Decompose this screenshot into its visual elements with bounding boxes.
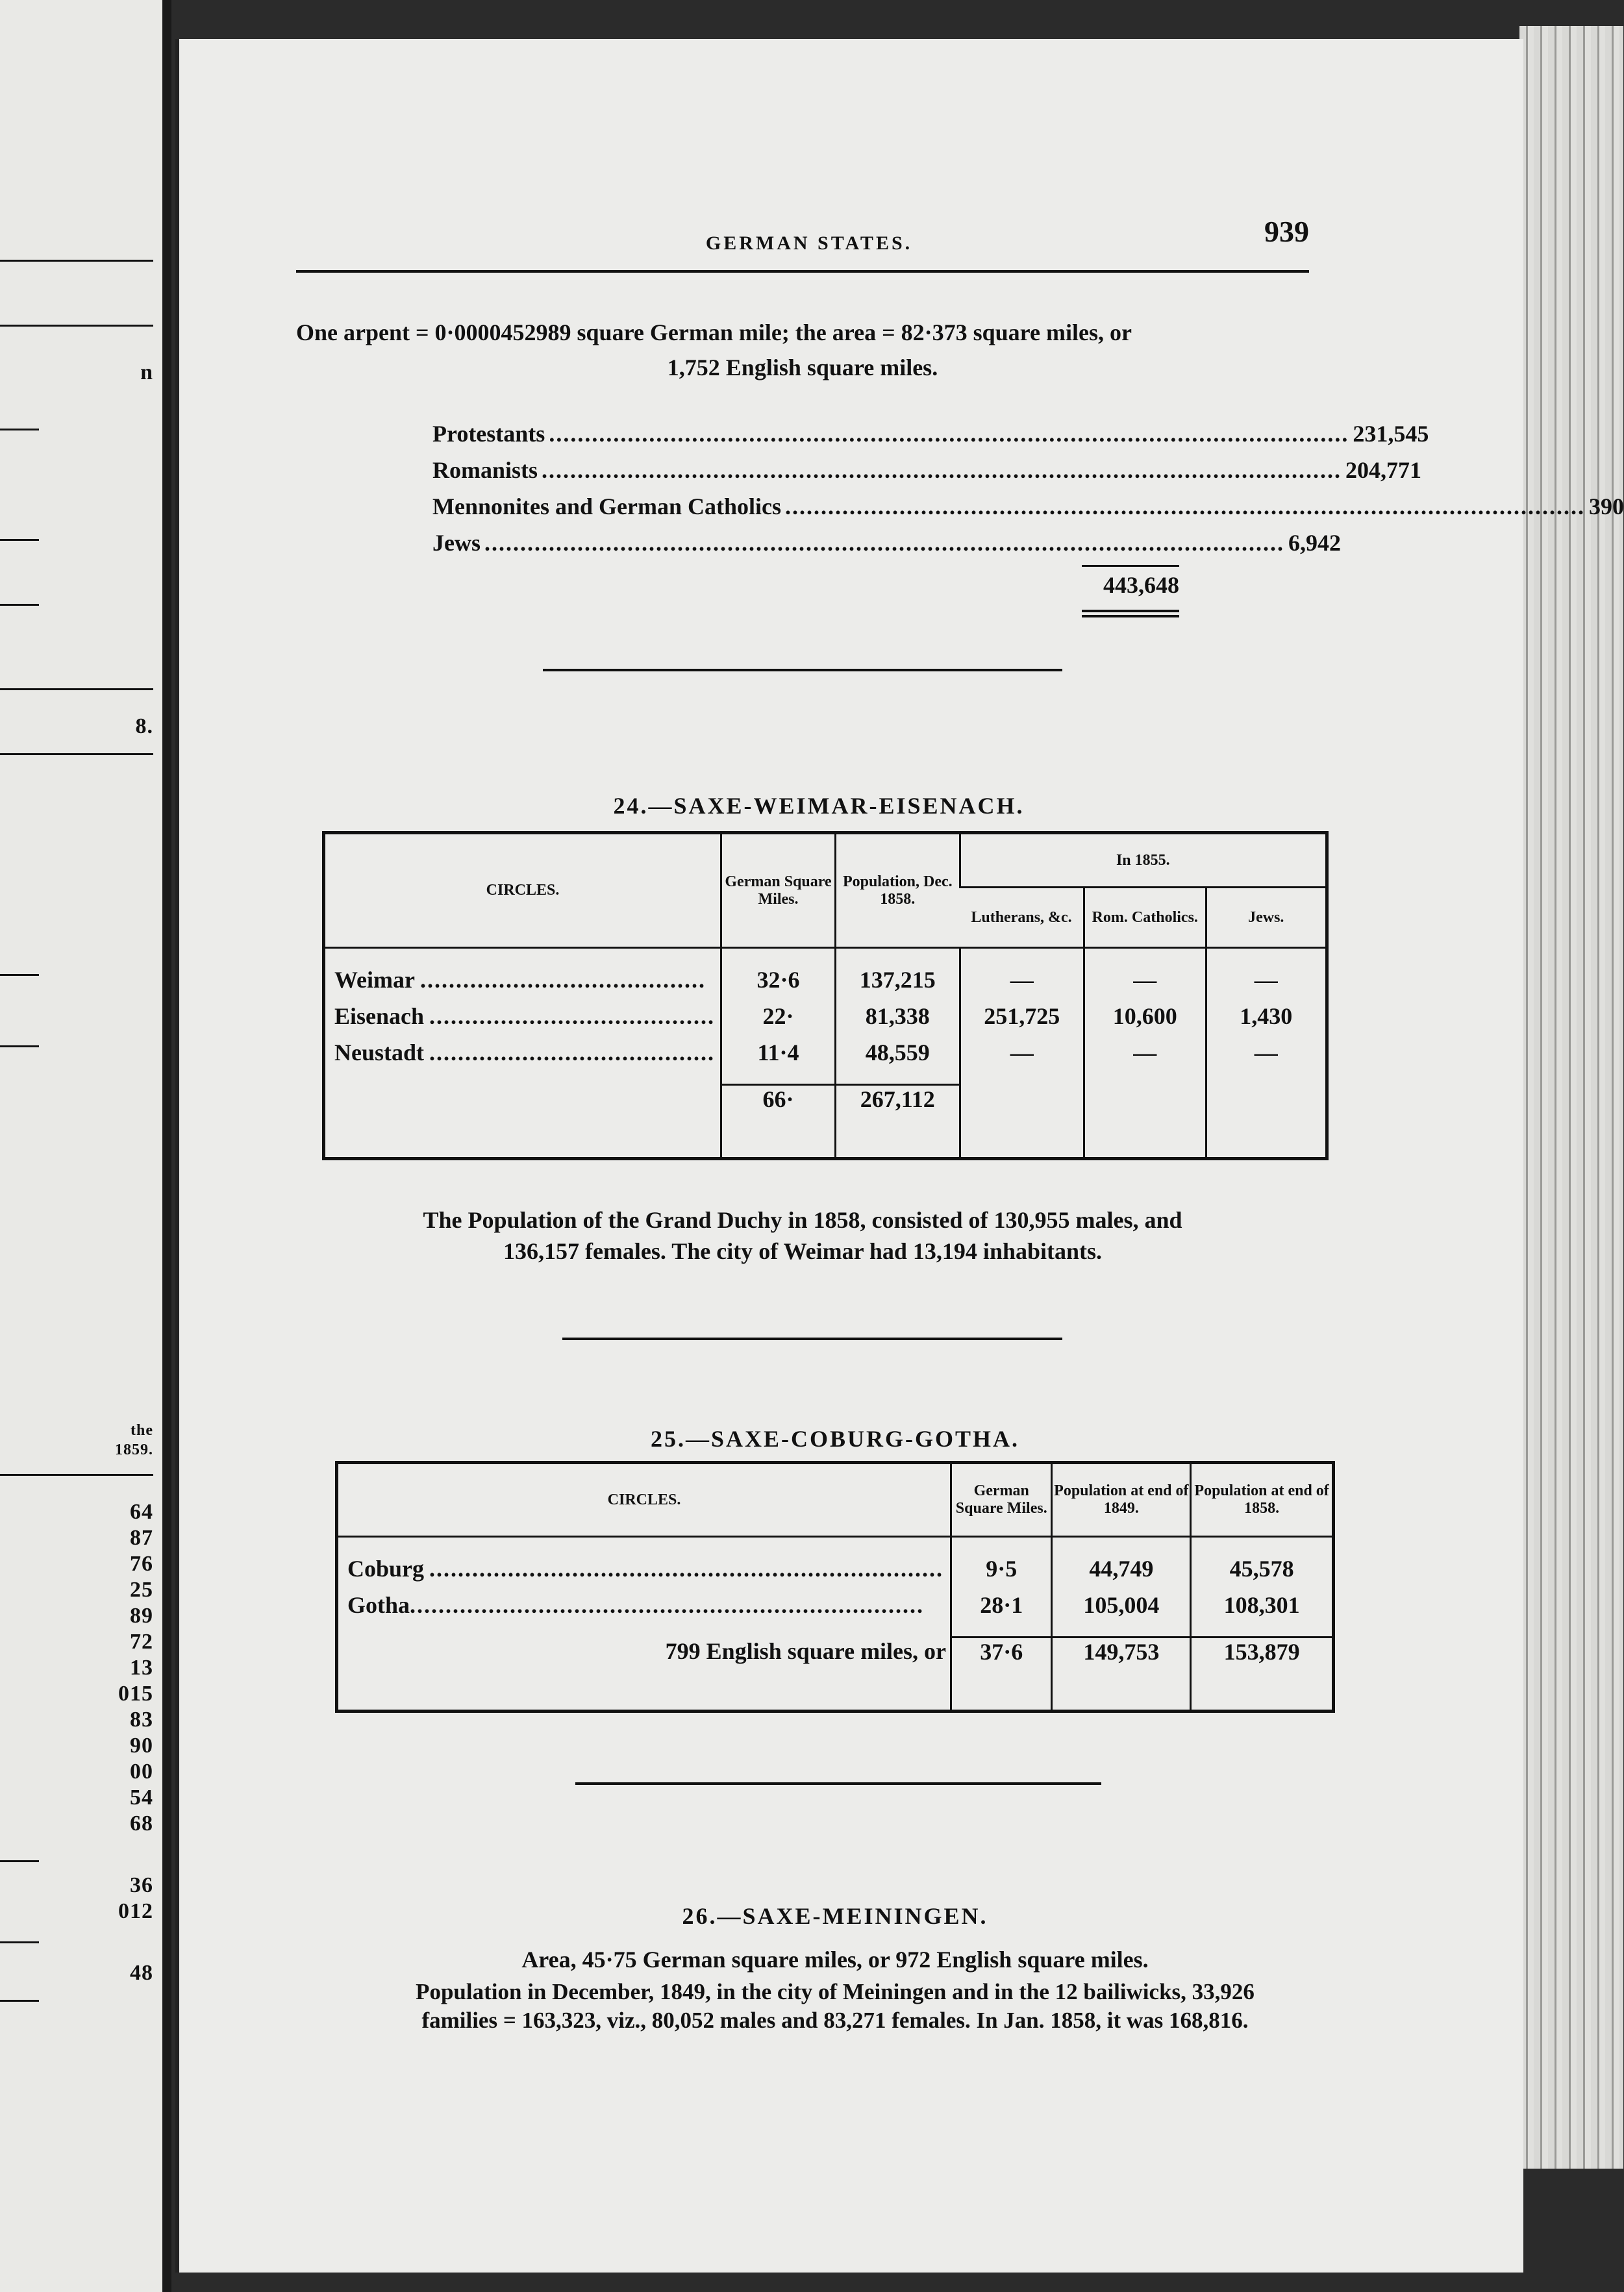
table-body bbox=[324, 948, 1327, 1085]
religion-name: Romanists bbox=[432, 457, 538, 483]
page-number: 939 bbox=[1264, 215, 1309, 248]
religion-row bbox=[432, 452, 1422, 488]
left-rule bbox=[0, 429, 39, 430]
left-rule bbox=[0, 325, 153, 327]
lutherans-cell: — bbox=[1010, 967, 1034, 993]
pop-1858-cell: 108,301 bbox=[1223, 1592, 1300, 1618]
total-row bbox=[337, 1638, 1334, 1712]
left-rule bbox=[0, 1045, 39, 1047]
left-number: 72 bbox=[130, 1630, 153, 1654]
table-row bbox=[334, 998, 715, 1034]
left-number: 25 bbox=[130, 1578, 153, 1602]
section-separator bbox=[562, 1338, 1062, 1340]
col-header-jews: Jews. bbox=[1206, 888, 1327, 948]
table-row bbox=[334, 1034, 715, 1071]
col-header-lutherans: Lutherans, &c. bbox=[960, 888, 1084, 948]
circle-name: Weimar bbox=[334, 967, 415, 993]
leader-dots: ........................................................................ bbox=[410, 1592, 925, 1618]
left-rule bbox=[0, 2000, 39, 2002]
left-rule bbox=[0, 974, 39, 976]
sq-miles-cell: 32·6 bbox=[756, 967, 800, 993]
religion-name: Protestants bbox=[432, 421, 545, 447]
lutherans-column bbox=[960, 948, 1084, 1159]
intro-line-2: 1,752 English square miles. bbox=[667, 355, 938, 380]
religion-list bbox=[432, 416, 1624, 617]
section-title-26: 26.—SAXE-MEININGEN. bbox=[682, 1903, 988, 1929]
jews-cell: — bbox=[1254, 967, 1278, 993]
left-facing-page bbox=[0, 0, 171, 2292]
col-header-circles: CIRCLES. bbox=[324, 833, 721, 948]
table-row bbox=[334, 962, 715, 998]
religion-name: Jews bbox=[432, 530, 481, 556]
catholics-cell: 10,600 bbox=[1112, 1003, 1177, 1029]
circle-name: Gotha bbox=[347, 1592, 410, 1618]
leader-dots: ................................................................................................................ bbox=[484, 530, 1284, 556]
section-separator bbox=[575, 1782, 1101, 1785]
circle-name: Eisenach bbox=[334, 1003, 425, 1029]
left-number: 83 bbox=[130, 1708, 153, 1732]
circle-column bbox=[337, 1537, 951, 1638]
weimar-note bbox=[296, 1204, 1309, 1267]
left-rule bbox=[0, 260, 153, 262]
note-line: The Population of the Grand Duchy in 1858, consisted of 130,955 males, and bbox=[423, 1207, 1182, 1233]
left-number: 87 bbox=[130, 1526, 153, 1550]
population-cell: 137,215 bbox=[859, 967, 936, 993]
sq-miles-cell: 28·1 bbox=[980, 1592, 1023, 1618]
circle-column bbox=[324, 948, 721, 1085]
religion-total: 443,648 bbox=[1103, 572, 1179, 598]
sq-miles-column bbox=[721, 948, 836, 1085]
sq-miles-column bbox=[951, 1537, 1052, 1638]
running-title: GERMAN STATES. bbox=[705, 232, 913, 254]
table-row bbox=[347, 1551, 943, 1587]
leader-dots: ................................................................................................................ bbox=[785, 493, 1586, 519]
right-page bbox=[175, 39, 1624, 2273]
left-number: 89 bbox=[130, 1604, 153, 1628]
left-rule bbox=[0, 604, 39, 606]
col-header-pop-1858: Population at end of 1858. bbox=[1191, 1463, 1334, 1537]
leader-dots: ................................................................................................................ bbox=[549, 421, 1349, 447]
left-number: 012 bbox=[118, 1899, 153, 1923]
religion-row bbox=[432, 488, 1624, 525]
left-fragment-text: n bbox=[140, 360, 153, 384]
left-number: 68 bbox=[130, 1812, 153, 1836]
religion-value: 231,545 bbox=[1353, 421, 1429, 447]
leader-dots: ........................................ bbox=[429, 1040, 716, 1065]
left-rule bbox=[0, 1474, 153, 1476]
total-sq-miles: 37·6 bbox=[951, 1638, 1052, 1712]
double-rule bbox=[1082, 610, 1179, 617]
left-number: 76 bbox=[130, 1552, 153, 1576]
coburg-table bbox=[335, 1461, 1335, 1713]
meiningen-line: Population in December, 1849, in the city of Meiningen and in the 12 bailiwicks, 33,926 bbox=[416, 1979, 1255, 2004]
left-number: 36 bbox=[130, 1873, 153, 1897]
total-sq-miles: 66· bbox=[721, 1085, 836, 1159]
col-header-pop-1849: Population at end of 1849. bbox=[1052, 1463, 1191, 1537]
note-line: 136,157 females. The city of Weimar had 13,194 inhabitants. bbox=[503, 1238, 1103, 1264]
col-header-population: Population, Dec. 1858. bbox=[835, 833, 960, 948]
population-cell: 48,559 bbox=[865, 1040, 930, 1065]
jews-cell: — bbox=[1254, 1040, 1278, 1065]
leader-dots: ........................................ bbox=[419, 967, 706, 993]
pop-1858-column bbox=[1191, 1537, 1334, 1638]
table-row bbox=[347, 1587, 943, 1623]
jews-cell: 1,430 bbox=[1240, 1003, 1293, 1029]
weimar-table bbox=[322, 831, 1329, 1160]
catholics-column bbox=[1084, 948, 1206, 1159]
total-pop-1858: 153,879 bbox=[1191, 1638, 1334, 1712]
section-title-25: 25.—SAXE-COBURG-GOTHA. bbox=[650, 1426, 1020, 1452]
religion-value: 390 bbox=[1589, 493, 1624, 519]
left-number: 90 bbox=[130, 1734, 153, 1758]
col-header-catholics: Rom. Catholics. bbox=[1084, 888, 1206, 948]
left-number: 00 bbox=[130, 1760, 153, 1784]
total-population: 267,112 bbox=[835, 1085, 960, 1159]
pop-1849-column bbox=[1052, 1537, 1191, 1638]
intro-paragraph bbox=[296, 315, 1309, 385]
left-rule bbox=[0, 753, 153, 755]
left-number: 64 bbox=[130, 1500, 153, 1524]
religion-value: 204,771 bbox=[1345, 457, 1422, 483]
circle-name: Neustadt bbox=[334, 1040, 425, 1065]
jews-column bbox=[1206, 948, 1327, 1159]
total-label-cell bbox=[324, 1085, 721, 1159]
lutherans-cell: 251,725 bbox=[984, 1003, 1060, 1029]
col-header-sq-miles: German Square Miles. bbox=[951, 1463, 1052, 1537]
left-fragment-text: 8. bbox=[135, 714, 153, 738]
left-number: 54 bbox=[130, 1786, 153, 1810]
lutherans-cell: — bbox=[1010, 1040, 1034, 1065]
pop-1858-cell: 45,578 bbox=[1229, 1556, 1294, 1582]
meiningen-line: Area, 45·75 German square miles, or 972 English square miles. bbox=[521, 1947, 1149, 1973]
religion-name: Mennonites and German Catholics bbox=[432, 493, 782, 519]
left-number: 13 bbox=[130, 1656, 153, 1680]
total-pop-1849: 149,753 bbox=[1052, 1638, 1191, 1712]
left-rule bbox=[0, 688, 153, 690]
section-title-24: 24.—SAXE-WEIMAR-EISENACH. bbox=[613, 793, 1025, 819]
population-cell: 81,338 bbox=[865, 1003, 930, 1029]
pop-1849-cell: 44,749 bbox=[1089, 1556, 1154, 1582]
leader-dots: ........................................................................ bbox=[429, 1556, 944, 1582]
section-separator bbox=[543, 669, 1062, 671]
left-rule bbox=[0, 1860, 39, 1862]
left-number: 48 bbox=[130, 1961, 153, 1985]
sq-miles-cell: 11·4 bbox=[757, 1040, 799, 1065]
religion-row bbox=[432, 525, 1341, 561]
left-number: 015 bbox=[118, 1682, 153, 1706]
catholics-cell: — bbox=[1133, 967, 1157, 993]
book-page-edges bbox=[1519, 26, 1623, 2169]
left-fragment-text: 1859. bbox=[115, 1441, 153, 1458]
religion-row bbox=[432, 416, 1429, 452]
left-rule bbox=[0, 1941, 39, 1943]
circle-name: Coburg bbox=[347, 1556, 425, 1582]
intro-line-1: One arpent = 0·0000452989 square German mile; the area = 82·373 square miles, or bbox=[296, 319, 1132, 345]
col-header-sq-miles: German Square Miles. bbox=[721, 833, 836, 948]
left-fragment-text: the bbox=[131, 1422, 153, 1439]
meiningen-line: families = 163,323, viz., 80,052 males and 83,271 females. In Jan. 1858, it was 168,816. bbox=[421, 2008, 1249, 2033]
population-column bbox=[835, 948, 960, 1085]
leader-dots: ................................................................................................................ bbox=[542, 457, 1342, 483]
sq-miles-cell: 22· bbox=[762, 1003, 794, 1029]
col-header-circles: CIRCLES. bbox=[337, 1463, 951, 1537]
left-rule bbox=[0, 539, 39, 541]
col-header-in-year: In 1855. bbox=[960, 833, 1327, 888]
total-label: 799 English square miles, or bbox=[665, 1638, 947, 1664]
sq-miles-cell: 9·5 bbox=[986, 1556, 1018, 1582]
catholics-cell: — bbox=[1133, 1040, 1157, 1065]
leader-dots: ........................................ bbox=[429, 1003, 716, 1029]
religion-value: 6,942 bbox=[1288, 530, 1341, 556]
pop-1849-cell: 105,004 bbox=[1083, 1592, 1160, 1618]
page-header bbox=[296, 182, 1309, 254]
header-rule bbox=[296, 270, 1309, 273]
table-body bbox=[337, 1537, 1334, 1638]
meiningen-text bbox=[296, 1941, 1374, 2035]
